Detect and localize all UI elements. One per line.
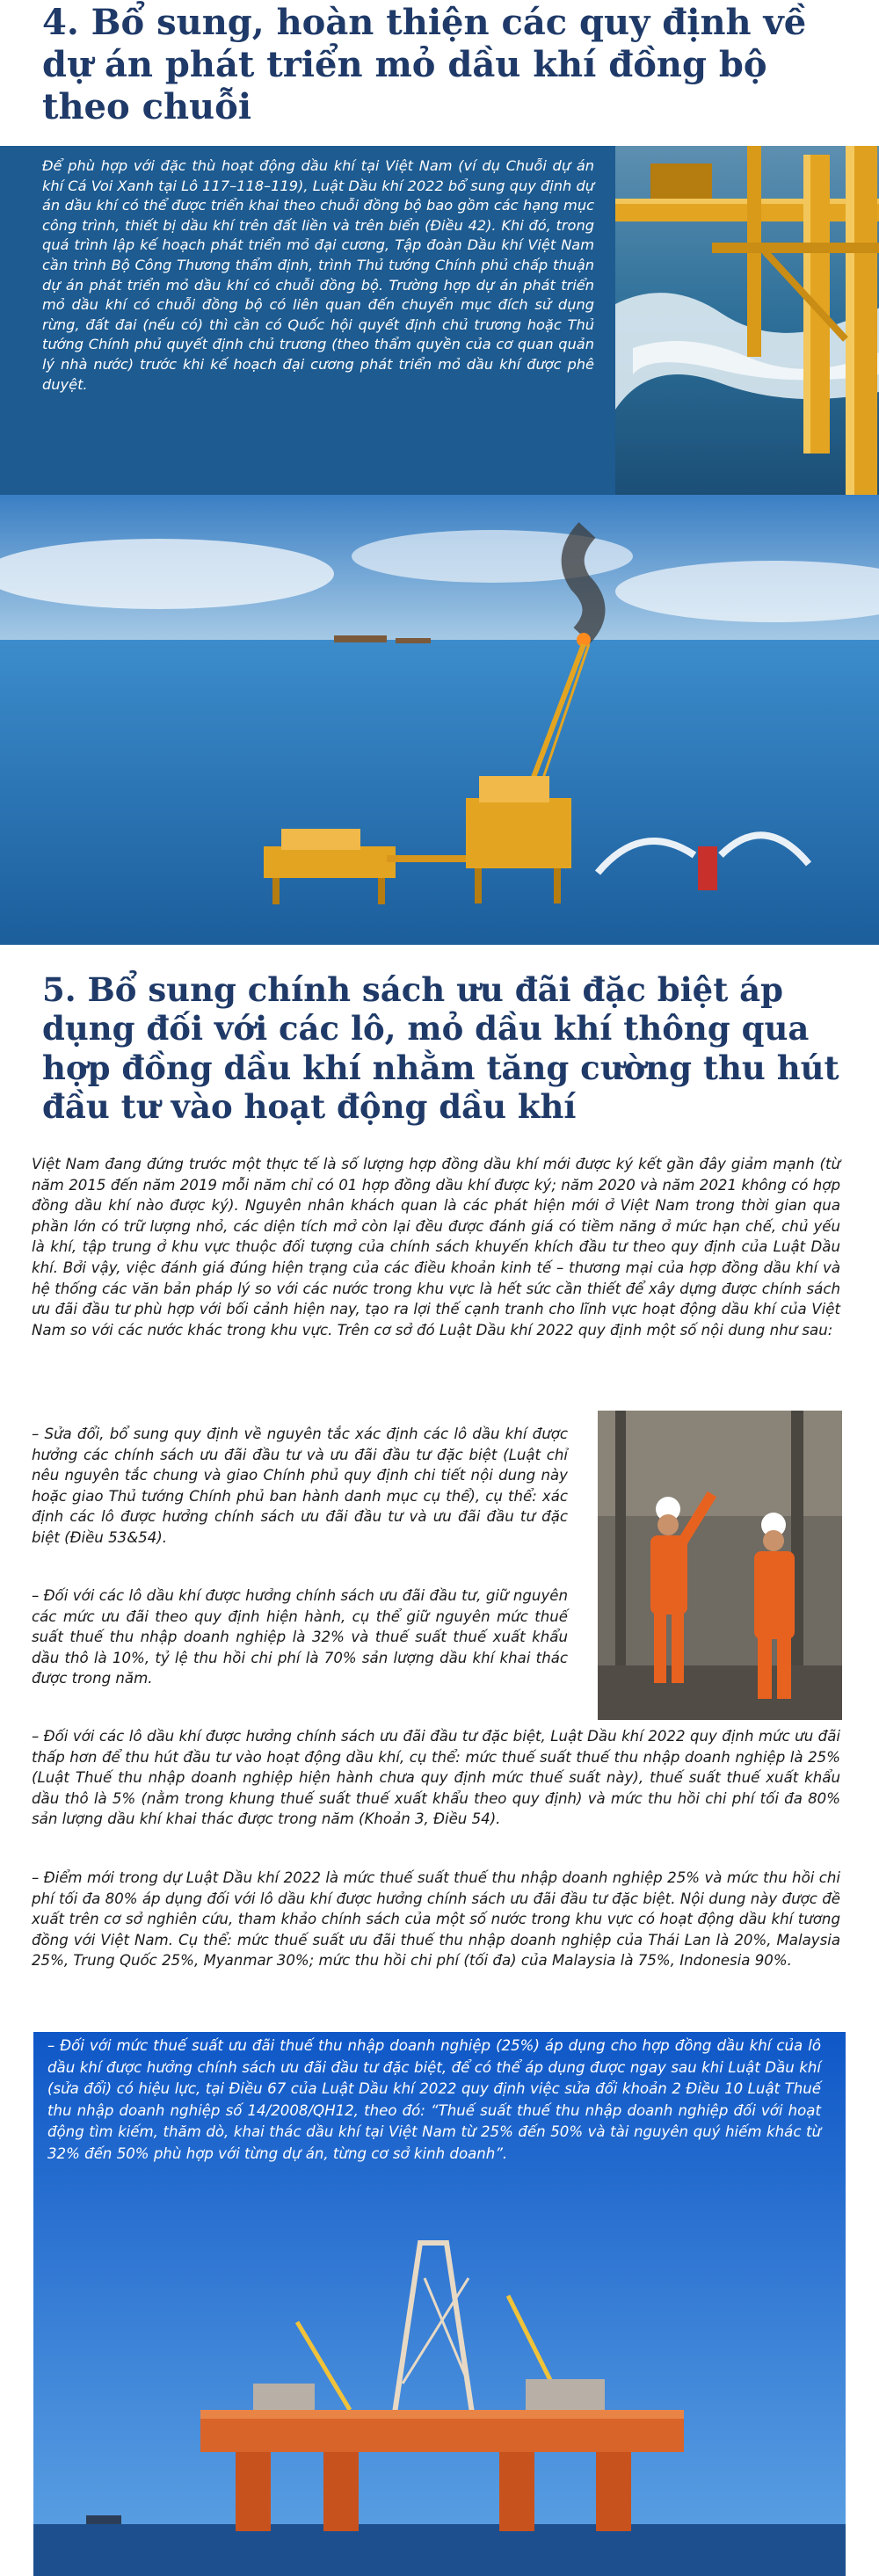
list-item: – Đối với các lô dầu khí được hưởng chính sách ưu đãi đầu tư đặc biệt, Luật Dầu khí 2022 quy định mức ưu đãi thấp hơn để thu hút đầu tư vào hoạt động dầu khí, cụ thể: mức thuế suất thuế thu nhập doanh nghiệp là 25% (Luật Thuế thu nhập doanh nghiệp hiện hành chưa quy định mức thuế suất này), thuế suất thuế xuất khẩu dầu thô là 5% (nằm trong khung thuế suất thuế xuất khẩu theo quy định) và mức thu hồi chi phí tối đa 80% sản lượng dầu khí khai thác được trong năm (Khoản 3, Điều 54). bbox=[32, 1728, 840, 1828]
list-item: – Sửa đổi, bổ sung quy định về nguyên tắc xác định các lô dầu khí được hưởng các chính sách ưu đãi đầu tư và ưu đãi đầu tư đặc biệt (Luật chỉ nêu nguyên tắc chung và giao Chính phủ quy định chi tiết nội dung này hoặc giao Thủ tướng Chính phủ ban hành danh mục cụ thể), cụ thể: xác định các lô được hưởng chính sách ưu đãi đầu tư và ưu đãi đầu tư đặc biệt (Điều 53&54). bbox=[32, 1426, 568, 1546]
section-4-text-panel bbox=[0, 146, 615, 495]
section-5-title: 5. Bổ sung chính sách ưu đãi đặc biệt áp dụng đối với các lô, mỏ dầu khí thông qua hợp đồng dầu khí nhằm tăng cường thu hút đầu tư vào hoạt động dầu khí bbox=[42, 970, 839, 1127]
section-5-intro: Việt Nam đang đứng trước một thực tế là số lượng hợp đồng dầu khí mới được ký kết gần đây giảm mạnh (từ năm 2015 đến năm 2019 mỗi năm chỉ có 01 hợp đồng dầu khí được ký; năm 2020 và năm 2021 không có hợp đồng dầu khí nào được ký). Nguyên nhân khách quan là các phát hiện mới ở Việt Nam trong thời gian qua phần lớn có trữ lượng nhỏ, các diện tích mở còn lại đều được đánh giá có tiềm năng ở mức hạn chế, chủ yếu là khí, tập trung ở khu vực thuộc đối tượng của chính sách khuyến khích đầu tư theo quy định của Luật Dầu khí. Bởi vậy, việc đánh giá đúng hiện trạng của các điều khoản kinh tế – thương mại của hợp đồng dầu khí và hệ thống các văn bản pháp lý so với các nước trong khu vực là hết sức cần thiết để xây dựng được chính sách ưu đãi đầu tư phù hợp với bối cảnh hiện nay, tạo ra lợi thế cạnh tranh cho lĩnh vực hoạt động dầu khí của Việt Nam so với các nước khác trong khu vực. Trên cơ sở đó Luật Dầu khí 2022 quy định một số nội dung như sau: bbox=[32, 1156, 840, 1339]
platform-legs-photo bbox=[615, 146, 879, 495]
section-4-paragraph: Để phù hợp với đặc thù hoạt động dầu khí tại Việt Nam (ví dụ Chuỗi dự án khí Cá Voi Xanh tại Lô 117–118–119), Luật Dầu khí 2022 bổ sung quy định dự án dầu khí có thể được triển khai theo chuỗi đồng bộ bao gồm các hạng mục công trình, thiết bị dầu khí trên đất liền và trên biển (Điều 42). Khi đó, trong quá trình lập kế hoạch phát triển mỏ đại cương, Tập đoàn Dầu khí Việt Nam cần trình Bộ Công Thương thẩm định, trình Thủ tướng Chính phủ chấp thuận dự án phát triển mỏ dầu khí có chuỗi đồng bộ. Trường hợp dự án phát triển mỏ dầu khí có chuỗi đồng bộ có liên quan đến chuyển mục đích sử dụng rừng, đất đai (nếu có) thì cần có Quốc hội quyết định chủ trương hoặc Thủ tướng Chính phủ quyết định chủ trương (theo thẩm quyền của cơ quan quản lý nhà nước) trước khi kế hoạch đại cương phát triển mỏ dầu khí được phê duyệt. bbox=[42, 157, 594, 393]
offshore-platform-photo bbox=[0, 495, 879, 945]
list-item: – Đối với các lô dầu khí được hưởng chính sách ưu đãi đầu tư, giữ nguyên các mức ưu đãi theo quy định hiện hành, cụ thể giữ nguyên mức thuế suất thuế thu nhập doanh nghiệp là 32% và thuế suất thuế xuất khẩu dầu thô là 10%, tỷ lệ thu hồi chi phí là 70% sản lượng dầu khí khai thác được trong năm. bbox=[32, 1587, 568, 1687]
list-item: – Điểm mới trong dự Luật Dầu khí 2022 là mức thuế suất thuế thu nhập doanh nghiệp 25% và mức thu hồi chi phí tối đa 80% áp dụng đối với lô dầu khí được hưởng chính sách ưu đãi đầu tư đặc biệt. Nội dung này được đề xuất trên cơ sở nghiên cứu, tham khảo chính sách của một số nước trong khu vực có hoạt động dầu khí tương đồng với Việt Nam. Cụ thể: mức thuế suất ưu đãi thuế thu nhập doanh nghiệp của Thái Lan là 20%, Malaysia 25%, Trung Quốc 25%, Myanmar 30%; mức thu hồi chi phí (tối đa) của Malaysia là 75%, Indonesia 90%. bbox=[32, 1869, 840, 1970]
oil-workers-photo bbox=[598, 1411, 842, 1720]
rig-overlay-paragraph: – Đối với mức thuế suất ưu đãi thuế thu nhập doanh nghiệp (25%) áp dụng cho hợp đồng dầu khí của lô dầu khí được hưởng chính sách ưu đãi đầu tư đặc biệt, để có thể áp dụng được ngay sau khi Luật Dầu khí (sửa đổi) có hiệu lực, tại Điều 67 của Luật Dầu khí 2022 quy định việc sửa đổi khoản 2 Điều 10 Luật Thuế thu nhập doanh nghiệp số 14/2008/QH12, theo đó: “Thuế suất thuế thu nhập doanh nghiệp đối với hoạt động tìm kiếm, thăm dò, khai thác dầu khí tại Việt Nam từ 25% đến 50% và tài nguyên quý hiếm khác từ 32% đến 50% phù hợp với từng dự án, từng cơ sở kinh doanh”. bbox=[47, 2037, 821, 2162]
section-4-title: 4. Bổ sung, hoàn thiện các quy định về dự án phát triển mỏ dầu khí đồng bộ theo chuỗi bbox=[42, 2, 807, 127]
